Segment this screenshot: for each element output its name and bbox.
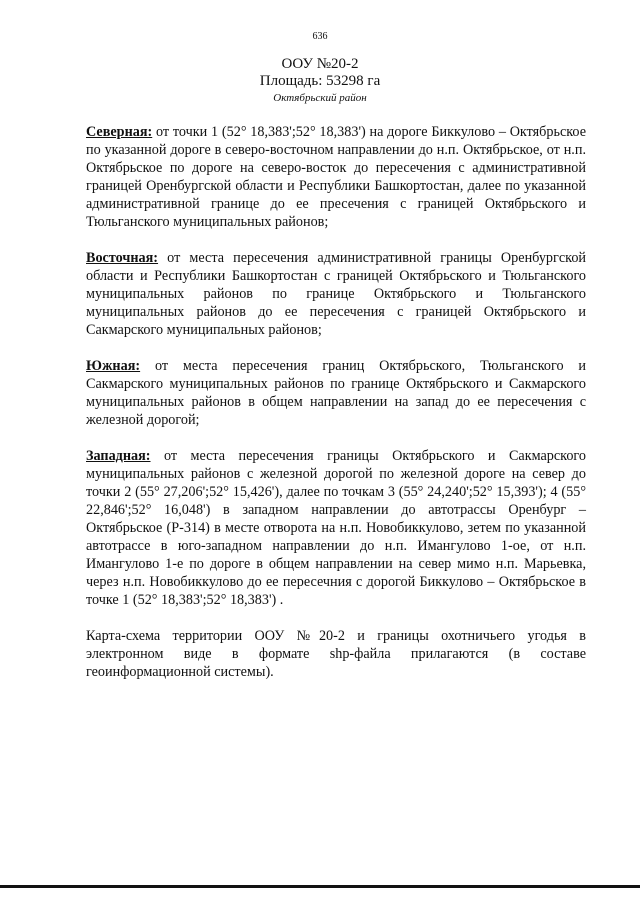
section-heading: Восточная:: [86, 250, 159, 266]
border-north: [86, 123, 586, 231]
section-heading: Северная:: [86, 124, 153, 140]
page-number: 636: [312, 31, 328, 42]
closing-paragraph: Карта-схема территории ООУ №20-2 и границы охотничьего угодья в электронном виде в формате shp-файла прилагаются (в составе геоинформационной системы).: [86, 628, 586, 680]
document-title: ООУ №20-2: [281, 56, 359, 72]
section-heading: Южная:: [86, 358, 141, 374]
border-south: [86, 357, 586, 429]
area-line: Площадь: 53298 га: [259, 73, 381, 89]
border-east: [86, 249, 586, 339]
border-west: [86, 447, 586, 609]
section-text: от места пересечения границ Октябрьского, Тюльганского и Сакмарского муниципальных районов по границе Октябрьского и Сакмарского муниципальных районов в общем направлении на запад до ее пересечения с железной дорогой;: [86, 358, 586, 428]
section-heading: Западная:: [86, 448, 151, 464]
document-header: [0, 56, 640, 105]
document-body: [86, 123, 586, 699]
bottom-rule: [0, 885, 640, 888]
section-text: от места пересечения границы Октябрьского и Сакмарского муниципальных районов с железной дорогой по железной дороге на север до точки 2 (55° 27,206';52° 15,426'), далее по точкам 3 (55° 24,240';52° 15,393'); 4 (55° 22,846';52° 16,048') в западном направлении до автотрассы Оренбург – Октябрьское (Р-314) в месте отворота на н.п. Новобиккулово, зетем по указанной автотрассе в юго-западном направлении до н.п. Имангулово 1-ое, от н.п. Имангулово 1-е по дороге в общем направлении на север мимо н.п. Марьевка, через н.п. Новобиккулово до ее пересечния с дорогой Биккулово – Октябрьское в точке 1 (52° 18,383';52° 18,383') .: [86, 448, 586, 608]
section-text: от точки 1 (52° 18,383';52° 18,383') на дороге Биккулово – Октябрьское по указанной дороге в северо-восточном направлении до н.п. Октябрьское, от н.п. Октябрьское по дороге на северо-восток до пересечения с административной границей Оренбургской области и Республики Башкортостан, далее по указанной административной границе до ее пресечения с границей Октябрьского и Тюльганского муниципальных районов;: [86, 124, 586, 230]
section-text: от места пересечения административной границы Оренбургской области и Республики Башкортостан с границей Октябрьского и Тюльганского муниципальных районов по границе Октябрьского и Тюльганского муниципальных районов до ее пересечения с границей Октябрьского и Сакмарского муниципальных районов;: [86, 250, 586, 338]
district-name: Октябрьский район: [273, 92, 367, 104]
